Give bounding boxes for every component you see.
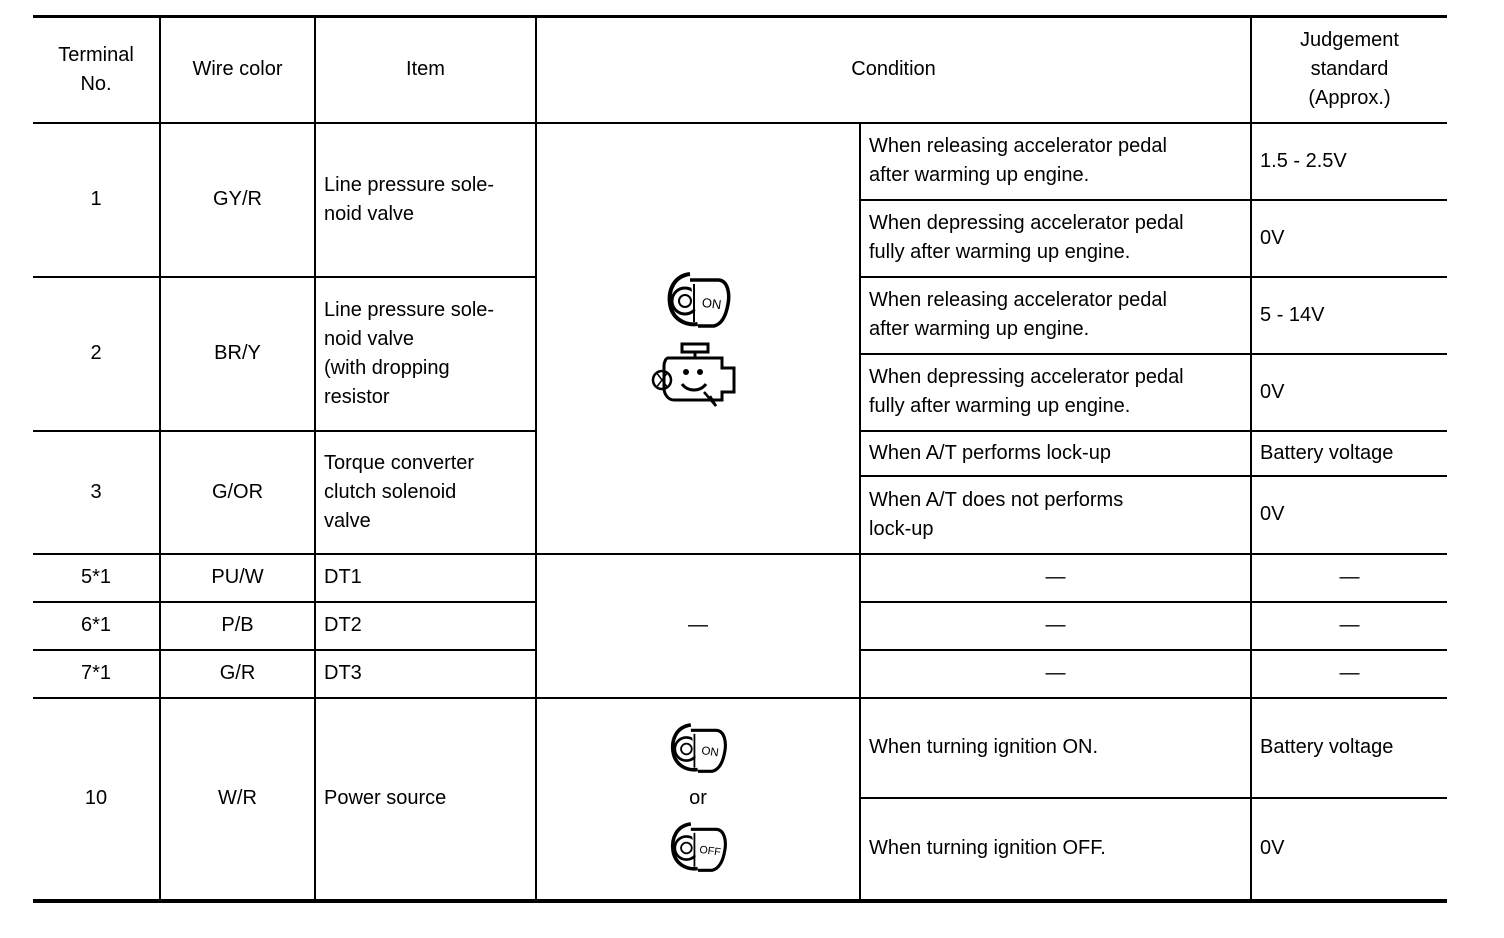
condition-text: When depressing accelerator pedal fully after warming up engine.: [860, 354, 1251, 431]
terminal-inspection-table: [33, 15, 1447, 903]
terminal-no: 5*1: [33, 554, 160, 602]
key-on-label: ON: [700, 294, 723, 313]
wire-color: W/R: [160, 698, 315, 901]
condition-text: When turning ignition ON.: [860, 698, 1251, 798]
table-row: [33, 123, 1447, 200]
key-on-label: ON: [700, 745, 720, 760]
dt-state-cell: —: [536, 554, 860, 698]
item-name: Line pressure sole- noid valve (with dropping resistor: [315, 277, 536, 431]
terminal-no: 7*1: [33, 650, 160, 698]
header-terminal-no: Terminal No.: [33, 17, 160, 123]
terminal-no: 10: [33, 698, 160, 901]
item-name: DT1: [315, 554, 536, 602]
ignition-key-off-icon: [663, 815, 733, 881]
judgement-value: Battery voltage: [1251, 431, 1447, 476]
condition-text: —: [860, 554, 1251, 602]
condition-text: When depressing accelerator pedal fully after warming up engine.: [860, 200, 1251, 277]
key-off-label: OFF: [698, 843, 722, 859]
condition-text: —: [860, 650, 1251, 698]
judgement-value: —: [1251, 602, 1447, 650]
header-judgement-standard: Judgement standard (Approx.): [1251, 17, 1447, 123]
judgement-value: 0V: [1251, 476, 1447, 554]
item-name: Line pressure sole- noid valve: [315, 123, 536, 277]
table-row: [33, 698, 1447, 798]
terminal-no: 6*1: [33, 602, 160, 650]
condition-text: When releasing accelerator pedal after warming up engine.: [860, 277, 1251, 354]
judgement-value: 0V: [1251, 200, 1447, 277]
terminal-no: 3: [33, 431, 160, 554]
item-name: DT3: [315, 650, 536, 698]
wire-color: GY/R: [160, 123, 315, 277]
condition-text: When A/T performs lock-up: [860, 431, 1251, 476]
condition-text: When A/T does not performs lock-up: [860, 476, 1251, 554]
header-wire-color: Wire color: [160, 17, 315, 123]
condition-text: When releasing accelerator pedal after warming up engine.: [860, 123, 1251, 200]
table-row: [33, 554, 1447, 602]
judgement-value: 5 - 14V: [1251, 277, 1447, 354]
judgement-value: 0V: [1251, 354, 1447, 431]
condition-text: When turning ignition OFF.: [860, 798, 1251, 901]
wire-color: PU/W: [160, 554, 315, 602]
judgement-value: —: [1251, 650, 1447, 698]
terminal-no: 2: [33, 277, 160, 431]
wire-color: P/B: [160, 602, 315, 650]
header-condition: Condition: [536, 17, 1251, 123]
condition-text: —: [860, 602, 1251, 650]
ignition-key-on-icon: [663, 716, 733, 782]
ignition-key-on-icon: [660, 264, 736, 338]
or-label: or: [689, 787, 707, 809]
condition-icon-cell: [536, 123, 860, 554]
header-item: Item: [315, 17, 536, 123]
judgement-value: 1.5 - 2.5V: [1251, 123, 1447, 200]
wire-color: G/OR: [160, 431, 315, 554]
item-name: Power source: [315, 698, 536, 901]
wire-color: G/R: [160, 650, 315, 698]
power-condition-icon-cell: [536, 698, 860, 901]
wire-color: BR/Y: [160, 277, 315, 431]
item-name: DT2: [315, 602, 536, 650]
item-name: Torque converter clutch solenoid valve: [315, 431, 536, 554]
terminal-no: 1: [33, 123, 160, 277]
judgement-value: 0V: [1251, 798, 1447, 901]
judgement-value: —: [1251, 554, 1447, 602]
judgement-value: Battery voltage: [1251, 698, 1447, 798]
engine-running-icon: [650, 342, 746, 412]
